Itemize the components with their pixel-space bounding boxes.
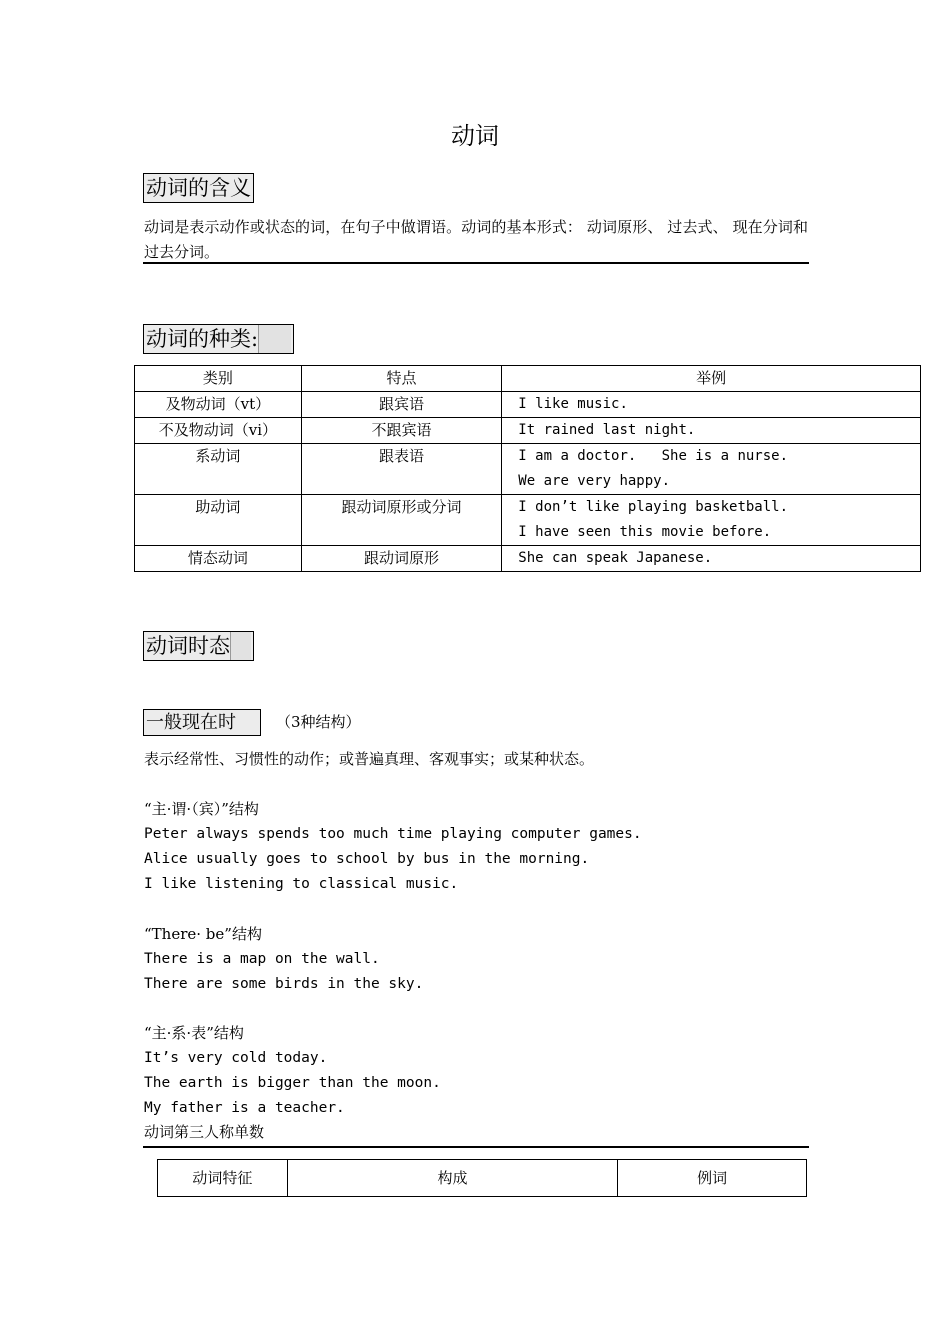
table-row [135, 444, 921, 495]
table-header-cell: 特点 [301, 366, 502, 392]
section-heading-types-label: 动词的种类: [146, 327, 259, 351]
category-cell: 助动词 [135, 495, 302, 546]
example-line: She can speak Japanese. [518, 550, 713, 566]
example-cell [502, 546, 921, 572]
section-heading-types [143, 324, 294, 354]
divider-rule [143, 1146, 809, 1148]
example-line: We are very happy. [518, 473, 671, 489]
example-line: I don’t like playing basketball. [518, 499, 789, 515]
heading-filler [258, 325, 291, 353]
category-cell: 情态动词 [135, 546, 302, 572]
example-cell [502, 495, 921, 546]
table-header-row [158, 1160, 807, 1197]
category-cell: 及物动词（vt） [135, 392, 302, 418]
example-cell [502, 392, 921, 418]
table-header-cell: 例词 [618, 1160, 807, 1197]
category-cell: 系动词 [135, 444, 302, 495]
structure-label: “主·系·表”结构 [144, 1024, 244, 1042]
example-sentence: Alice usually goes to school by bus in the morning. [144, 851, 590, 867]
page-title: 动词 [451, 122, 499, 150]
structure-count-note: （3种结构） [276, 713, 361, 731]
third-person-table [157, 1159, 807, 1197]
feature-cell: 跟表语 [301, 444, 502, 495]
example-sentence: I like listening to classical music. [144, 876, 459, 892]
category-cell: 不及物动词（vi） [135, 418, 302, 444]
section-heading-tenses [143, 631, 254, 661]
structure-label: “There· be”结构 [144, 925, 262, 943]
table-header-cell: 动词特征 [158, 1160, 288, 1197]
meaning-paragraph: 动词是表示动作或状态的词，在句子中做谓语。动词的基本形式： 动词原形、 过去式、 现在分词和过去分词。 [144, 218, 808, 261]
example-line: I am a doctor. She is a nurse. [518, 448, 789, 464]
table-row [135, 495, 921, 546]
feature-cell: 跟宾语 [301, 392, 502, 418]
example-sentence: The earth is bigger than the moon. [144, 1075, 441, 1091]
heading-filler [230, 632, 251, 660]
feature-cell: 不跟宾语 [301, 418, 502, 444]
subsection-heading-present-simple [143, 709, 261, 736]
table-header-cell: 类别 [135, 366, 302, 392]
example-line: I like music. [518, 396, 628, 412]
table-row [135, 546, 921, 572]
feature-cell: 跟动词原形 [301, 546, 502, 572]
section-heading-tenses-label: 动词时态 [146, 634, 230, 658]
verb-types-table [134, 365, 921, 572]
example-cell [502, 444, 921, 495]
example-sentence: There are some birds in the sky. [144, 976, 424, 992]
example-cell [502, 418, 921, 444]
example-sentence: Peter always spends too much time playing computer games. [144, 826, 642, 842]
section-heading-meaning [143, 173, 254, 203]
section-heading-meaning-label: 动词的含义 [146, 176, 251, 200]
example-sentence: My father is a teacher. [144, 1100, 345, 1116]
third-person-heading: 动词第三人称单数 [144, 1123, 265, 1141]
divider-rule [143, 262, 809, 264]
table-header-cell: 构成 [287, 1160, 617, 1197]
structure-label: “主·谓·（宾）”结构 [144, 800, 259, 818]
example-sentence: There is a map on the wall. [144, 951, 380, 967]
table-row [135, 392, 921, 418]
example-sentence: It’s very cold today. [144, 1050, 328, 1066]
example-line: It rained last night. [518, 422, 696, 438]
table-header-cell: 举例 [502, 366, 921, 392]
example-line: I have seen this movie before. [518, 524, 772, 540]
table-header-row [135, 366, 921, 392]
present-simple-description: 表示经常性、习惯性的动作；或普遍真理、客观事实；或某种状态。 [144, 750, 595, 768]
table-row [135, 418, 921, 444]
subsection-heading-label: 一般现在时 [146, 712, 236, 733]
feature-cell: 跟动词原形或分词 [301, 495, 502, 546]
